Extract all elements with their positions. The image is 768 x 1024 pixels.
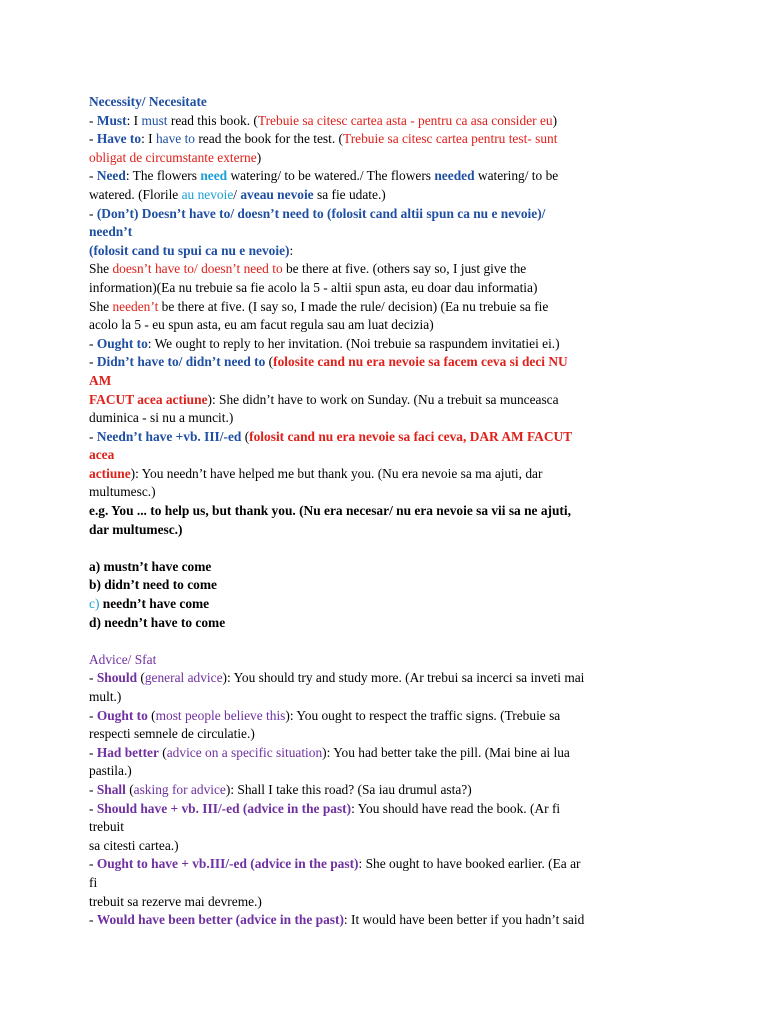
spacer [89,539,729,558]
didnt-have-to-line-1: - Didn’t have to/ didn’t need to (folosite cand nu era nevoie sa facem ceva si deci NU [89,354,568,370]
should-line-2: mult.) [89,689,122,704]
ought-to-have-line-3: trebuit sa rezerve mai devreme.) [89,893,262,909]
ought-to-have-line-2: fi [89,874,98,890]
would-have-been-better-line: - Would have been better (advice in the past): It would have been better if you hadn’t said [89,912,585,928]
must-line: - Must: I must read this book. (Trebuie sa citesc cartea asta - pentru ca asa consider eu) [89,112,558,128]
dont-have-to-line-3: (folosit cand tu spui ca nu e nevoie): [89,242,294,258]
shall-line: - Shall (asking for advice): Shall I take this road? (Sa iau drumul asta?) [89,781,472,797]
option-a: a) mustn’t have come [89,558,212,574]
advice-heading: Advice/ Sfat [89,651,157,667]
need-line-1: - Need: The flowers need watering/ to be watered./ The flowers needed watering/ to be [89,168,559,184]
ought-to-advice-line-2: respecti semnele de circulatie.) [89,726,255,742]
need-line-2: watered. (Florile au nevoie/ aveau nevoie sa fie udate.) [89,186,386,202]
have-to-line-1: - Have to: I have to read the book for the test. (Trebuie sa citesc cartea pentru test- sunt [89,131,558,147]
option-d: d) needn’t have to come [89,614,226,630]
document-page [89,93,729,930]
have-to-line-2: obligat de circumstante externe) [89,149,262,165]
had-better-line-1: - Had better (advice on a specific situation): You had better take the pill. (Mai bine ai lua [89,744,570,760]
should-have-line-2: trebuit [89,819,124,835]
neednt-have-line-2: acea [89,447,115,463]
should-have-line-3: sa citesti cartea.) [89,837,179,853]
should-line-1: - Should (general advice): You should try and study more. (Ar trebui sa incerci sa inveti mai [89,670,585,686]
didnt-have-to-line-4: duminica - si nu a muncit.) [89,410,234,426]
she-example-2-line-2: acolo la 5 - eu spun asta, eu am facut regula sau am luat decizia) [89,317,434,333]
she-example-1-line-2: information)(Ea nu trebuie sa fie acolo la 5 - altii spun asta, eu doar dau informatia) [89,279,538,295]
neednt-have-line-1: - Needn’t have +vb. III/-ed (folosit cand nu era nevoie sa faci ceva, DAR AM FACUT [89,428,573,444]
she-example-2-line-1: She needen’t be there at five. (I say so, I made the rule/ decision) (Ea nu trebuie sa fie [89,298,549,314]
neednt-have-line-3: actiune): You needn’t have helped me but thank you. (Nu era nevoie sa ma ajuti, dar [89,465,543,481]
didnt-have-to-line-3: FACUT acea actiune): She didn’t have to work on Sunday. (Nu a trebuit sa munceasca [89,391,559,407]
ought-to-have-line-1: - Ought to have + vb.III/-ed (advice in the past): She ought to have booked earlier. (Ea ar [89,856,581,872]
had-better-line-2: pastila.) [89,763,132,779]
option-c: c) needn’t have come [89,596,210,612]
she-example-1-line-1: She doesn’t have to/ doesn’t need to be there at five. (others say so, I just give the [89,261,527,277]
ought-to-line: - Ought to: We ought to reply to her invitation. (Noi trebuie sa raspundem invitatiei ei.) [89,335,560,351]
dont-have-to-line-2: needn’t [89,224,133,240]
spacer [89,632,729,651]
ought-to-advice-line-1: - Ought to (most people believe this): You ought to respect the traffic signs. (Trebuie sa [89,707,561,723]
dont-have-to-line-1: - (Don’t) Doesn’t have to/ doesn’t need to (folosit cand altii spun ca nu e nevoie)/ [89,205,546,221]
option-b: b) didn’t need to come [89,577,217,593]
neednt-have-line-4: multumesc.) [89,484,156,500]
didnt-have-to-line-2: AM [89,372,112,388]
necessity-heading: Necessity/ Necesitate [89,94,207,109]
should-have-line-1: - Should have + vb. III/-ed (advice in the past): You should have read the book. (Ar fi [89,800,561,816]
example-sentence-line-1: e.g. You ... to help us, but thank you. (Nu era necesar/ nu era nevoie sa vii sa ne ajuti, [89,503,571,519]
example-sentence-line-2: dar multumesc.) [89,521,183,537]
